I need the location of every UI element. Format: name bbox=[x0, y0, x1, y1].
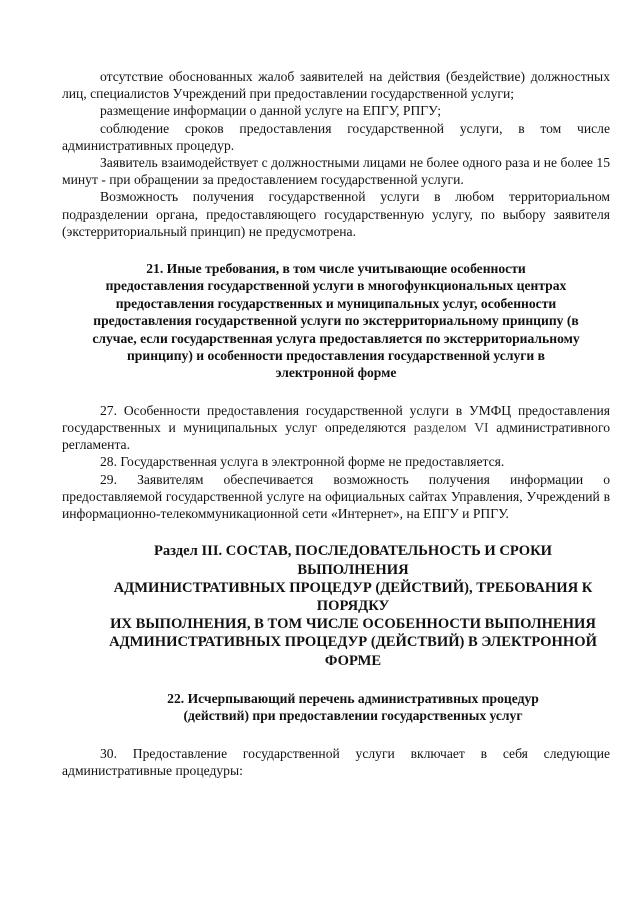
section-3-line: ФОРМЕ bbox=[324, 652, 382, 669]
paragraph-extraterritorial: Возможность получения государственной услуги в любом территориальном подразделении органа, предоставляющего государственную услугу, по выбору заявителя (экстерриториальный принцип) не предусмотрена. bbox=[62, 189, 610, 239]
paragraph-complaints: отсутствие обоснованных жалоб заявителей на действия (бездействие) должностных лиц, специалистов Учреждений при предоставлении государственной услуги; bbox=[62, 69, 610, 102]
paragraph-27 bbox=[62, 402, 610, 454]
paragraph-27-text: 27. Особенности предоставления государственной услуги в УМФЦ предоставления государственных и муниципальных услуг определяются bbox=[62, 402, 610, 436]
section-3-line: ВЫПОЛНЕНИЯ bbox=[297, 561, 409, 578]
paragraph-deadlines: соблюдение сроков предоставления государственной услуги, в том числе административных процедур. bbox=[62, 120, 610, 153]
section-3-line: ПОРЯДКУ bbox=[316, 597, 390, 614]
heading-21-line: предоставления государственной услуги по экстерриториальному принципу (в bbox=[93, 313, 579, 329]
paragraph-info-placement: размещение информации о данной услуге на ЕПГУ, РПГУ; bbox=[100, 103, 442, 119]
heading-21-line: 21. Иные требования, в том числе учитывающие особенности bbox=[146, 261, 526, 277]
heading-21-line: предоставления государственных и муниципальных услуг, особенности bbox=[115, 295, 557, 311]
section-3-title bbox=[62, 542, 610, 669]
section-vi-link[interactable]: разделом VI bbox=[413, 420, 489, 436]
document-page bbox=[62, 68, 610, 779]
section-3-line: ИХ ВЫПОЛНЕНИЯ, В ТОМ ЧИСЛЕ ОСОБЕННОСТИ ВЫПОЛНЕНИЯ bbox=[110, 616, 596, 633]
heading-21-line: принципу) и особенности предоставления государственной услуги в bbox=[126, 348, 546, 364]
section-3-line: АДМИНИСТРАТИВНЫХ ПРОЦЕДУР (ДЕЙСТВИЙ), ТРЕБОВАНИЯ К bbox=[113, 579, 593, 596]
heading-21-line: предоставления государственной услуги в многофункциональных центрах bbox=[105, 278, 567, 294]
heading-21-line: электронной форме bbox=[275, 365, 397, 381]
section-3-line: Раздел III. СОСТАВ, ПОСЛЕДОВАТЕЛЬНОСТЬ И СРОКИ bbox=[153, 543, 553, 560]
paragraph-28: 28. Государственная услуга в электронной форме не предоставляется. bbox=[100, 454, 505, 470]
paragraph-29: 29. Заявителям обеспечивается возможность получения информации о предоставляемой государственной услуге на официальных сайтах Управления, Учреждений в информационно-телекоммуникационной сети «Интернет», на ЕПГУ и РПГУ. bbox=[62, 471, 610, 522]
heading-section-22 bbox=[62, 690, 610, 725]
heading-21-line: случае, если государственная услуга предоставляется по экстерриториальному bbox=[92, 330, 580, 346]
heading-22-line: (действий) при предоставлении государственных услуг bbox=[183, 708, 523, 724]
paragraph-30: 30. Предоставление государственной услуги включает в себя следующие административные процедуры: bbox=[62, 745, 610, 778]
paragraph-interaction: Заявитель взаимодействует с должностными лицами не более одного раза и не более 15 минут - при обращении за предоставлением государственной услуги. bbox=[62, 155, 610, 188]
heading-section-21 bbox=[62, 260, 610, 382]
paragraph-27-tail: административного регламента. bbox=[62, 420, 610, 453]
heading-22-line: 22. Исчерпывающий перечень административных процедур bbox=[167, 690, 539, 706]
section-3-line: АДМИНИСТРАТИВНЫХ ПРОЦЕДУР (ДЕЙСТВИЙ) В ЭЛЕКТРОННОЙ bbox=[109, 634, 597, 651]
